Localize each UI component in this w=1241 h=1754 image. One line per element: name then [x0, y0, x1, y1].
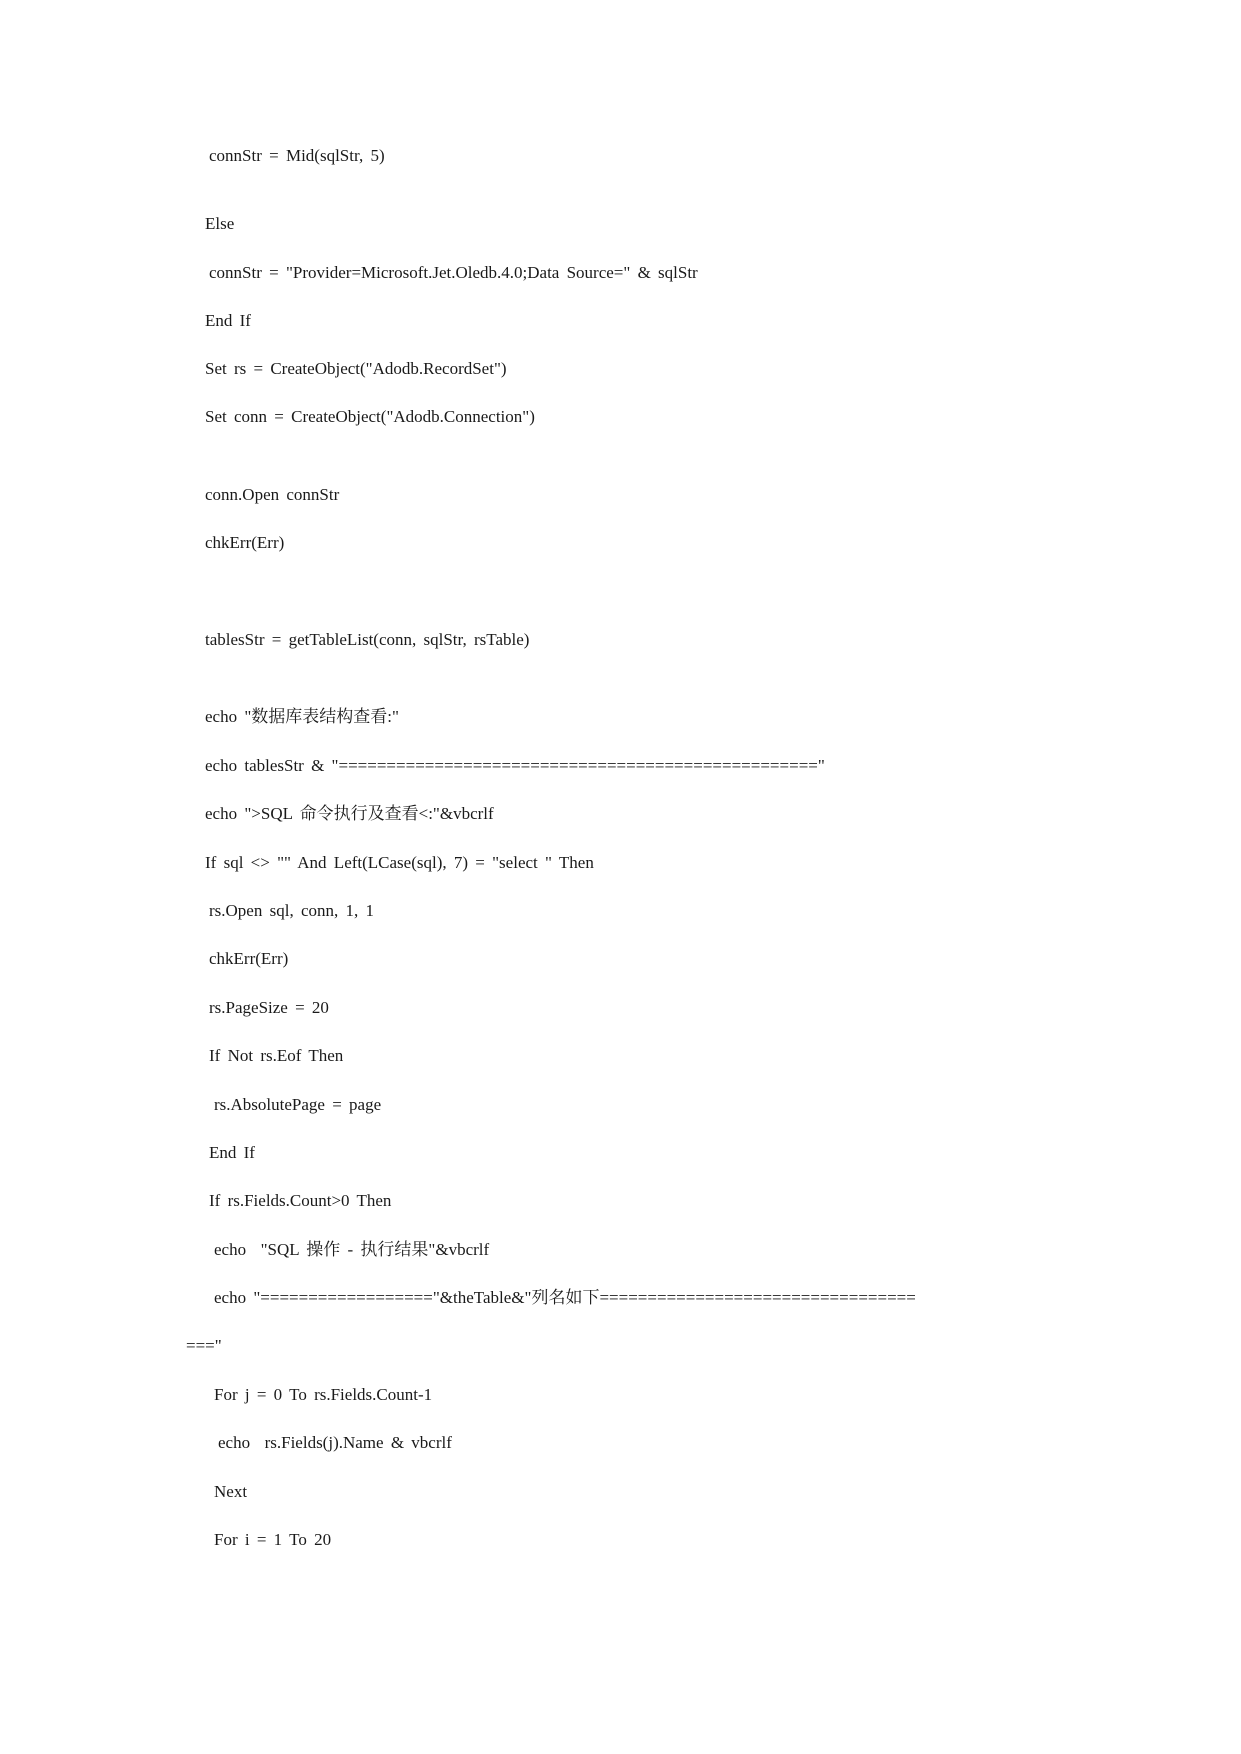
code-line: connStr = "Provider=Microsoft.Jet.Oledb.4.0;Data Source=" & sqlStr — [209, 263, 698, 282]
code-line: echo "SQL 操作 - 执行结果"&vbcrlf — [214, 1240, 490, 1259]
code-line: For i = 1 To 20 — [214, 1530, 332, 1549]
code-line: echo "数据库表结构查看:" — [205, 707, 399, 726]
code-line: If Not rs.Eof Then — [209, 1046, 344, 1065]
code-line: End If — [209, 1143, 255, 1162]
code-line: For j = 0 To rs.Fields.Count-1 — [214, 1385, 433, 1404]
code-line: chkErr(Err) — [205, 533, 285, 552]
code-line: echo rs.Fields(j).Name & vbcrlf — [218, 1433, 452, 1452]
code-line: connStr = Mid(sqlStr, 5) — [209, 146, 385, 165]
code-line: Next — [214, 1482, 248, 1501]
code-line: rs.PageSize = 20 — [209, 998, 329, 1017]
code-line: echo "=================="&theTable&"列名如下================================= — [214, 1288, 916, 1307]
code-line: chkErr(Err) — [209, 949, 289, 968]
code-line: rs.AbsolutePage = page — [214, 1095, 382, 1114]
code-line: tablesStr = getTableList(conn, sqlStr, rsTable) — [205, 630, 530, 649]
code-line: Else — [205, 214, 235, 233]
code-line: echo ">SQL 命令执行及查看<:"&vbcrlf — [205, 804, 494, 823]
code-line: Set conn = CreateObject("Adodb.Connection") — [205, 407, 535, 426]
code-line: conn.Open connStr — [205, 485, 340, 504]
code-line: End If — [205, 311, 251, 330]
code-line: Set rs = CreateObject("Adodb.RecordSet") — [205, 359, 507, 378]
code-line: ===" — [186, 1336, 222, 1355]
code-line: echo tablesStr & "==================================================" — [205, 756, 825, 775]
code-line: If sql <> "" And Left(LCase(sql), 7) = "select " Then — [205, 853, 594, 872]
code-line: If rs.Fields.Count>0 Then — [209, 1191, 392, 1210]
code-line: rs.Open sql, conn, 1, 1 — [209, 901, 374, 920]
